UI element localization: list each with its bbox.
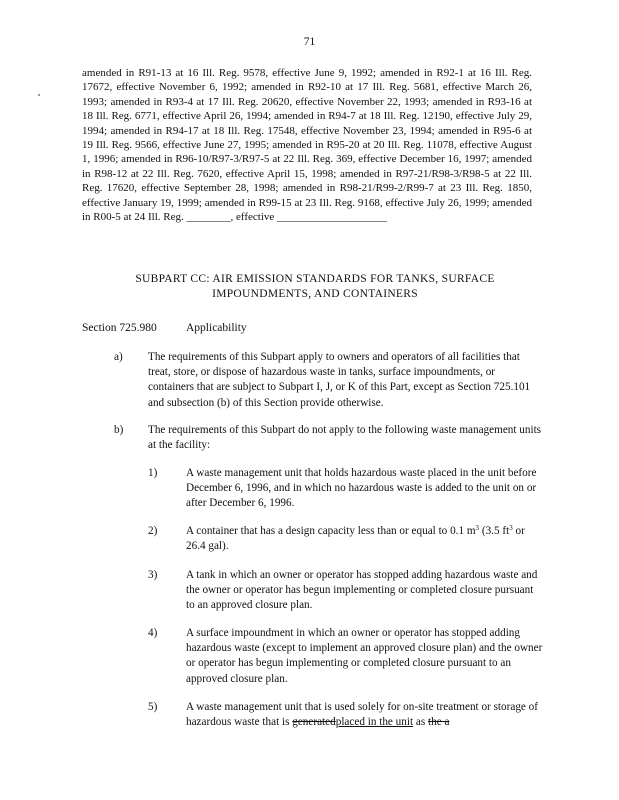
paragraph-text: The requirements of this Subpart apply to owners and operators of all facilities that treat, store, or dispose of hazardous waste in tanks, surface impoundments, or containers that are subject to Subpart I, J, or K of this Part, except as Section 725.101 and subsection (b) of this Section provide otherwise.	[148, 351, 531, 409]
paragraph-text: The requirements of this Subpart do not apply to the following waste management units at the facility:	[148, 424, 542, 452]
section-title: Applicability	[186, 322, 247, 334]
inserted-text: placed in the unit	[335, 716, 414, 729]
subitem-text: A surface impoundment in which an owner or operator has stopped adding hazardous waste (except to implement an approved closure plan) and the owner or operator has begun implementing or completed closure pursuant to an approved closure plan.	[186, 627, 543, 685]
paragraph-label: a)	[114, 351, 123, 363]
subitem-text: A container that has a design capacity less than or equal to 0.1 $m^3$ (3.5 $ft^3$ or 26.4 gal).	[186, 524, 525, 553]
subitem-label: 4)	[148, 627, 158, 639]
subitem-text: A waste management unit that is used solely for on-site treatment or storage of hazardous waste that is generatedplaced in the unit as the a	[186, 701, 539, 729]
section-number: Section 725.980	[82, 322, 157, 334]
struck-text-end: the a	[428, 716, 450, 729]
subitem-label: 1)	[148, 467, 158, 479]
subitem-label: 3)	[148, 569, 158, 581]
subitem-text: A tank in which an owner or operator has stopped adding hazardous waste and the owner or operator has begun implementing or completed closure pursuant to an approved closure plan.	[186, 569, 538, 612]
subpart-heading: SUBPART CC: AIR EMISSION STANDARDS FOR TANKS, SURFACE IMPOUNDMENTS, AND CONTAINERS	[135, 273, 495, 300]
subitem-text: A waste management unit that holds hazardous waste placed in the unit before December 6, 1996, and in which no hazardous waste is added to the unit on or after December 6, 1996.	[186, 467, 537, 510]
section-header	[82, 322, 247, 334]
page-number: 71	[303, 36, 316, 48]
margin-mark	[38, 94, 40, 96]
paragraph-label: b)	[114, 424, 124, 436]
subitem-label: 2)	[148, 525, 158, 537]
struck-text: generated	[292, 716, 336, 729]
history-note: amended in R91-13 at 16 Ill. Reg. 9578, effective June 9, 1992; amended in R92-1 at 16 Ill. Reg. 17672, effective November 6, 1992; amended in R92-10 at 17 Ill. Reg. 5681, effective March 26, 1993; amended in R93-4 at 17 Ill. Reg. 20620, effective November 22, 1993; amended in R93-16 at 18 Ill. Reg. 6771, effective April 26, 1994; amended in R94-7 at 18 Ill. Reg. 12190, effective July 29, 1994; amended in R94-17 at 18 Ill. Reg. 17548, effective November 23, 1994; amended in R95-6 at 19 Ill. Reg. 9566, effective June 27, 1995; amended in R95-20 at 20 Ill. Reg. 11078, effective August 1, 1996; amended in R96-10/R97-3/R97-5 at 22 Ill. Reg. 369, effective December 16, 1997; amended in R98-12 at 22 Ill. Reg. 7620, effective April 15, 1998; amended in R97-21/R98-3/R98-5 at 22 Ill. Reg. 17620, effective September 28, 1998; amended in R98-21/R99-2/R99-7 at 23 Ill. Reg. 1850, effective January 19, 1999; amended in R99-15 at 23 Ill. Reg. 9168, effective July 26, 1999; amended in R00-5 at 24 Ill. Reg. ________, effective ____________________	[82, 67, 532, 224]
subitem-label: 5)	[148, 701, 158, 713]
